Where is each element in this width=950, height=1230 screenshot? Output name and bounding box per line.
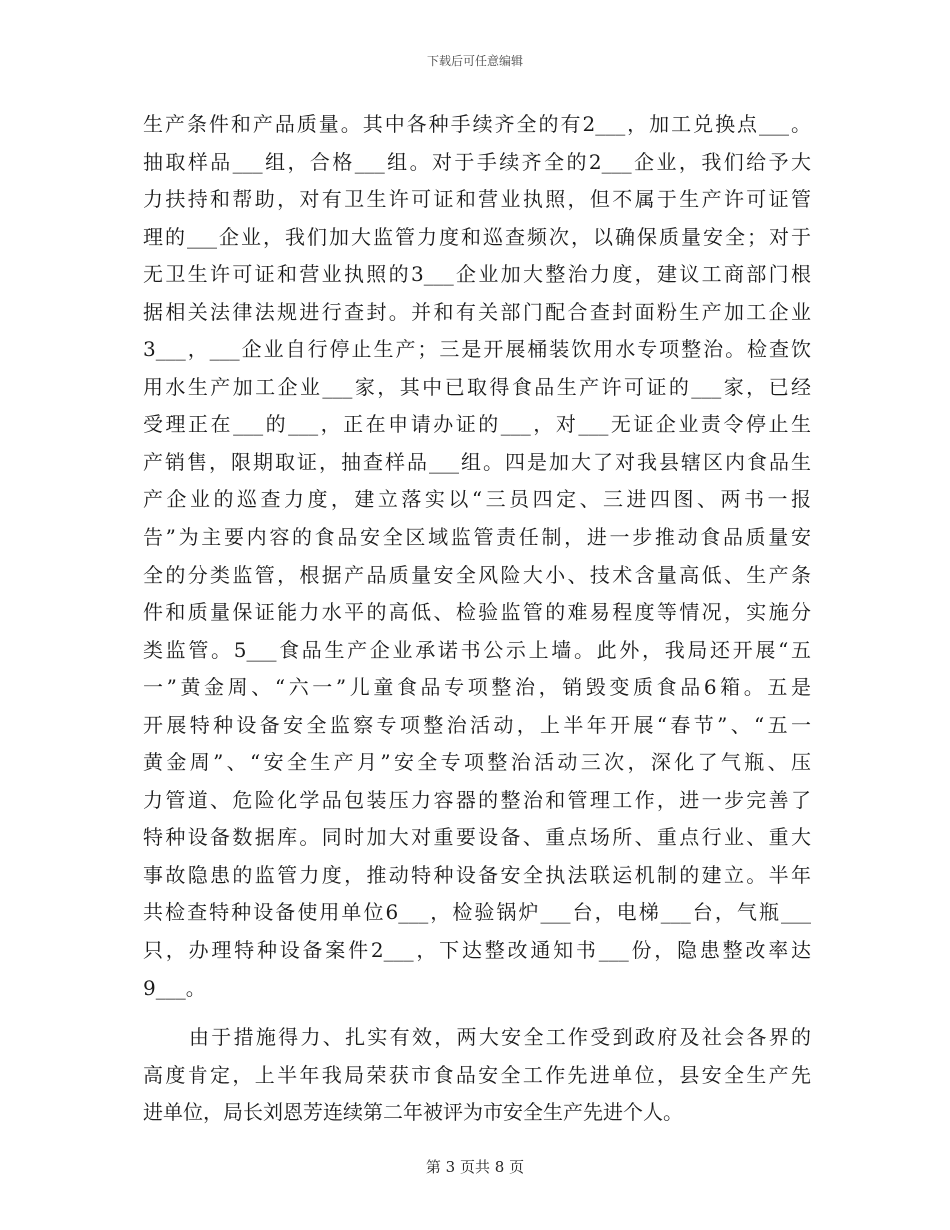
text-line: 生产条件和产品质量。其中各种手续齐全的有2___，加工兑换点___。 bbox=[143, 112, 811, 136]
text-line: 3___，___企业自行停止生产；三是开展桶装饮用水专项整治。检查饮 bbox=[143, 337, 811, 362]
text-line: 受理正在___的___，正在申请办证的___，对___无证企业责令停止生 bbox=[143, 412, 811, 437]
text-line: 据相关法律法规进行查封。并和有关部门配合查封面粉生产加工企业 bbox=[143, 299, 811, 324]
text-line: 一”黄金周、“六一”儿童食品专项整治，销毁变质食品6箱。五是 bbox=[143, 675, 811, 700]
document-body bbox=[143, 106, 811, 1132]
text-line: 进单位，局长刘恩芳连续第二年被评为市安全生产先进个人。 bbox=[143, 1100, 683, 1125]
paragraph-2 bbox=[143, 1019, 811, 1132]
text-line: 高度肯定，上半年我局荣获市食品安全工作先进单位，县安全生产先 bbox=[143, 1062, 811, 1087]
text-line: 抽取样品___组，合格___组。对于手续齐全的2___企业，我们给予大 bbox=[143, 149, 811, 174]
text-line: 共检查特种设备使用单位6___，检验锅炉___台，电梯___台，气瓶___ bbox=[143, 900, 811, 925]
page-footer: 第 3 页共 8 页 bbox=[425, 1158, 525, 1176]
text-line: 黄金周”、“安全生产月”安全专项整治活动三次，深化了气瓶、压 bbox=[143, 750, 811, 775]
text-line: 产销售，限期取证，抽查样品___组。四是加大了对我县辖区内食品生 bbox=[143, 449, 811, 474]
text-line: 理的___企业，我们加大监管力度和巡查频次，以确保质量安全；对于 bbox=[143, 224, 811, 249]
text-line: 9___。 bbox=[143, 975, 206, 1000]
paragraph-1 bbox=[143, 106, 811, 1007]
text-line: 只，办理特种设备案件2___，下达整改通知书___份，隐患整改率达 bbox=[143, 938, 811, 963]
text-line: 事故隐患的监管力度，推动特种设备安全执法联运机制的建立。半年 bbox=[143, 862, 811, 887]
text-line: 特种设备数据库。同时加大对重要设备、重点场所、重点行业、重大 bbox=[143, 825, 811, 850]
text-line: 件和质量保证能力水平的高低、检验监管的难易程度等情况，实施分 bbox=[143, 600, 811, 625]
text-line: 告”为主要内容的食品安全区域监管责任制，进一步推动食品质量安 bbox=[143, 525, 811, 550]
page-header: 下载后可任意编辑 bbox=[426, 54, 523, 68]
text-line: 产企业的巡查力度，建立落实以“三员四定、三进四图、两书一报 bbox=[143, 487, 811, 512]
text-line: 用水生产加工企业___家，其中已取得食品生产许可证的___家，已经 bbox=[143, 374, 811, 399]
text-line: 无卫生许可证和营业执照的3___企业加大整治力度，建议工商部门根 bbox=[143, 262, 811, 287]
text-line: 全的分类监管，根据产品质量安全风险大小、技术含量高低、生产条 bbox=[143, 562, 811, 587]
text-line: 力管道、危险化学品包装压力容器的整治和管理工作，进一步完善了 bbox=[143, 787, 811, 812]
text-line: 类监管。5___食品生产企业承诺书公示上墙。此外，我局还开展“五 bbox=[143, 637, 811, 662]
text-line: 力扶持和帮助，对有卫生许可证和营业执照，但不属于生产许可证管 bbox=[143, 187, 811, 212]
text-line: 由于措施得力、扎实有效，两大安全工作受到政府及社会各界的 bbox=[189, 1025, 811, 1050]
text-line: 开展特种设备安全监察专项整治活动，上半年开展“春节”、“五一 bbox=[143, 712, 811, 737]
